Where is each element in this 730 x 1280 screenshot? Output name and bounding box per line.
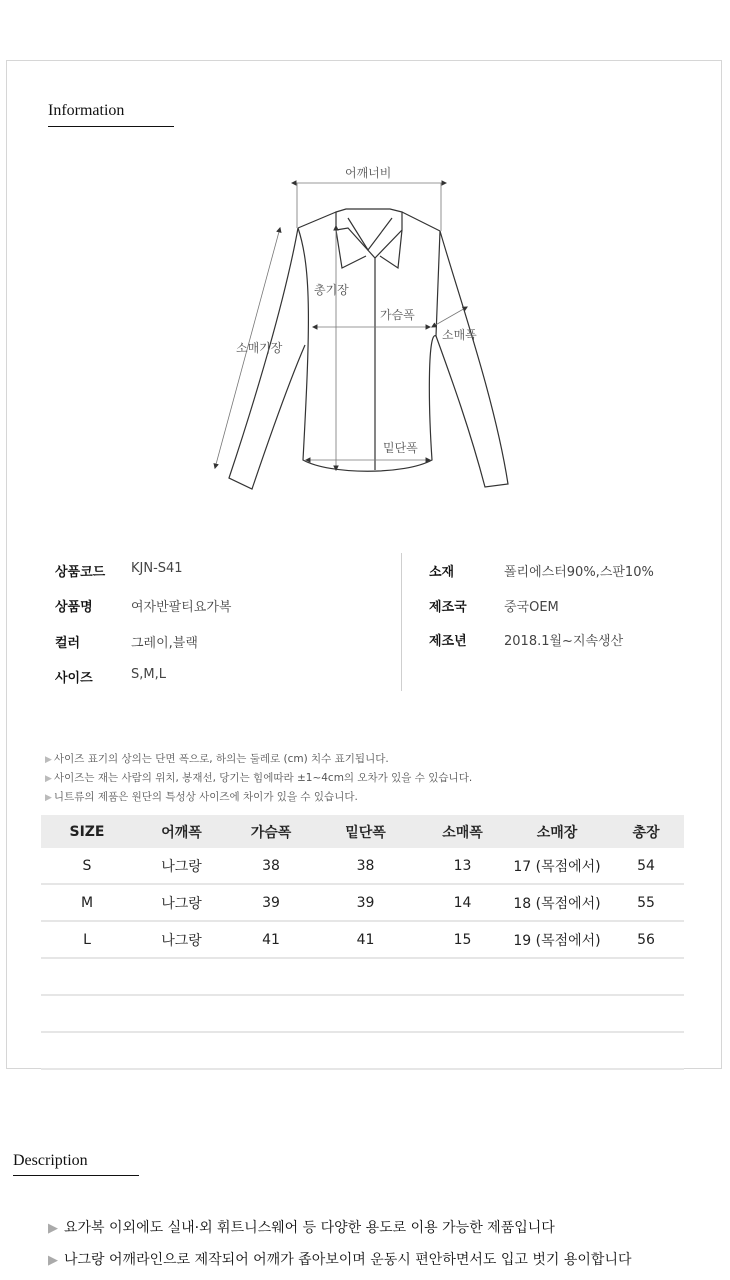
table-cell: 15 — [419, 921, 506, 958]
description-title-underline — [13, 1175, 139, 1176]
origin-label: 제조국 — [429, 600, 467, 615]
note-item — [45, 750, 472, 769]
table-cell: 38 — [312, 848, 419, 884]
note-item — [45, 788, 472, 807]
collar-inner — [348, 218, 392, 250]
table-cell — [41, 958, 684, 995]
header-cell: SIZE — [41, 815, 133, 848]
product-code-value: KJN-S41 — [131, 561, 183, 576]
product-code-label: 상품코드 — [55, 565, 106, 580]
table-cell: M — [41, 884, 133, 921]
table-row-empty — [41, 958, 684, 995]
table-cell: 39 — [312, 884, 419, 921]
manufacture-year-label: 제조년 — [429, 634, 467, 649]
shoulder-seams — [298, 212, 440, 231]
collar — [336, 209, 402, 258]
header-cell: 밑단폭 — [312, 815, 419, 848]
table-cell: 56 — [608, 921, 684, 958]
material-value: 폴리에스터90%,스판10% — [504, 565, 654, 580]
sleeve-length-label: 소매기장 — [236, 341, 283, 355]
shoulder-label: 어깨너비 — [345, 166, 392, 180]
size-table — [41, 815, 684, 1070]
table-cell — [41, 995, 684, 1032]
note-text: 사이즈는 재는 사람의 위치, 봉재선, 당기는 힘에따라 ±1~4cm의 오차가 있을 수 있습니다. — [53, 772, 473, 784]
table-cell: 나그랑 — [133, 848, 230, 884]
sleeve-width-label: 소매폭 — [442, 328, 477, 342]
table-cell: L — [41, 921, 133, 958]
header-cell: 소매장 — [506, 815, 608, 848]
right-sleeve — [436, 231, 508, 487]
information-title: Information — [48, 102, 125, 119]
table-cell: 54 — [608, 848, 684, 884]
sizes-label: 사이즈 — [55, 671, 93, 686]
color-value: 그레이,블랙 — [131, 636, 198, 651]
table-row — [41, 848, 684, 884]
table-row-empty — [41, 995, 684, 1032]
product-name-label: 상품명 — [55, 600, 93, 615]
table-cell: 14 — [419, 884, 506, 921]
description-title: Description — [13, 1152, 88, 1169]
header-cell: 어깨폭 — [133, 815, 230, 848]
product-name-value: 여자반팔티요가복 — [131, 600, 232, 615]
table-cell: 39 — [230, 884, 312, 921]
table-cell: S — [41, 848, 133, 884]
table-cell: 19 (목점에서) — [506, 921, 608, 958]
hem-label: 밑단폭 — [383, 441, 418, 455]
size-notes — [45, 750, 472, 807]
table-cell: 41 — [230, 921, 312, 958]
body-outline — [298, 228, 440, 471]
material-label: 소재 — [429, 565, 455, 580]
header-cell: 소매폭 — [419, 815, 506, 848]
table-cell: 38 — [230, 848, 312, 884]
left-sleeve — [229, 228, 305, 489]
table-cell: 13 — [419, 848, 506, 884]
sizes-value: S,M,L — [131, 667, 166, 682]
note-text: 사이즈 표기의 상의는 단면 폭으로, 하의는 둘레로 (cm) 치수 표기됩니다. — [53, 753, 389, 765]
table-cell: 나그랑 — [133, 884, 230, 921]
triangle-bullet-icon: ▶ — [48, 1253, 58, 1268]
description-item — [48, 1217, 555, 1237]
note-text: 니트류의 제품은 원단의 특성상 사이즈에 차이가 있을 수 있습니다. — [53, 791, 358, 803]
total-length-label: 총기장 — [314, 283, 349, 297]
triangle-bullet-icon: ▶ — [48, 1221, 58, 1236]
table-cell: 17 (목점에서) — [506, 848, 608, 884]
table-cell — [41, 1032, 684, 1069]
header-cell: 가슴폭 — [230, 815, 312, 848]
table-cell: 나그랑 — [133, 921, 230, 958]
triangle-bullet-icon: ▶ — [45, 774, 52, 784]
chest-label: 가슴폭 — [380, 308, 415, 322]
table-cell: 41 — [312, 921, 419, 958]
table-row-empty — [41, 1032, 684, 1069]
manufacture-year-value: 2018.1월~지속생산 — [504, 634, 624, 649]
description-text: 요가복 이외에도 실내·외 휘트니스웨어 등 다양한 용도로 이용 가능한 제품입니다 — [64, 1220, 555, 1236]
garment-size-diagram — [0, 0, 730, 540]
description-text: 나그랑 어깨라인으로 제작되어 어깨가 좁아보이며 운동시 편안하면서도 입고 벗기 용이합니다 — [64, 1252, 632, 1268]
note-item — [45, 769, 472, 788]
table-row — [41, 921, 684, 958]
table-cell: 18 (목점에서) — [506, 884, 608, 921]
header-cell: 총장 — [608, 815, 684, 848]
color-label: 컬러 — [55, 636, 81, 651]
size-table-header — [41, 815, 684, 848]
info-divider — [401, 553, 402, 691]
table-row — [41, 884, 684, 921]
triangle-bullet-icon: ▶ — [45, 793, 52, 803]
origin-value: 중국OEM — [504, 600, 559, 615]
triangle-bullet-icon: ▶ — [45, 755, 52, 765]
table-cell: 55 — [608, 884, 684, 921]
description-item — [48, 1249, 632, 1269]
